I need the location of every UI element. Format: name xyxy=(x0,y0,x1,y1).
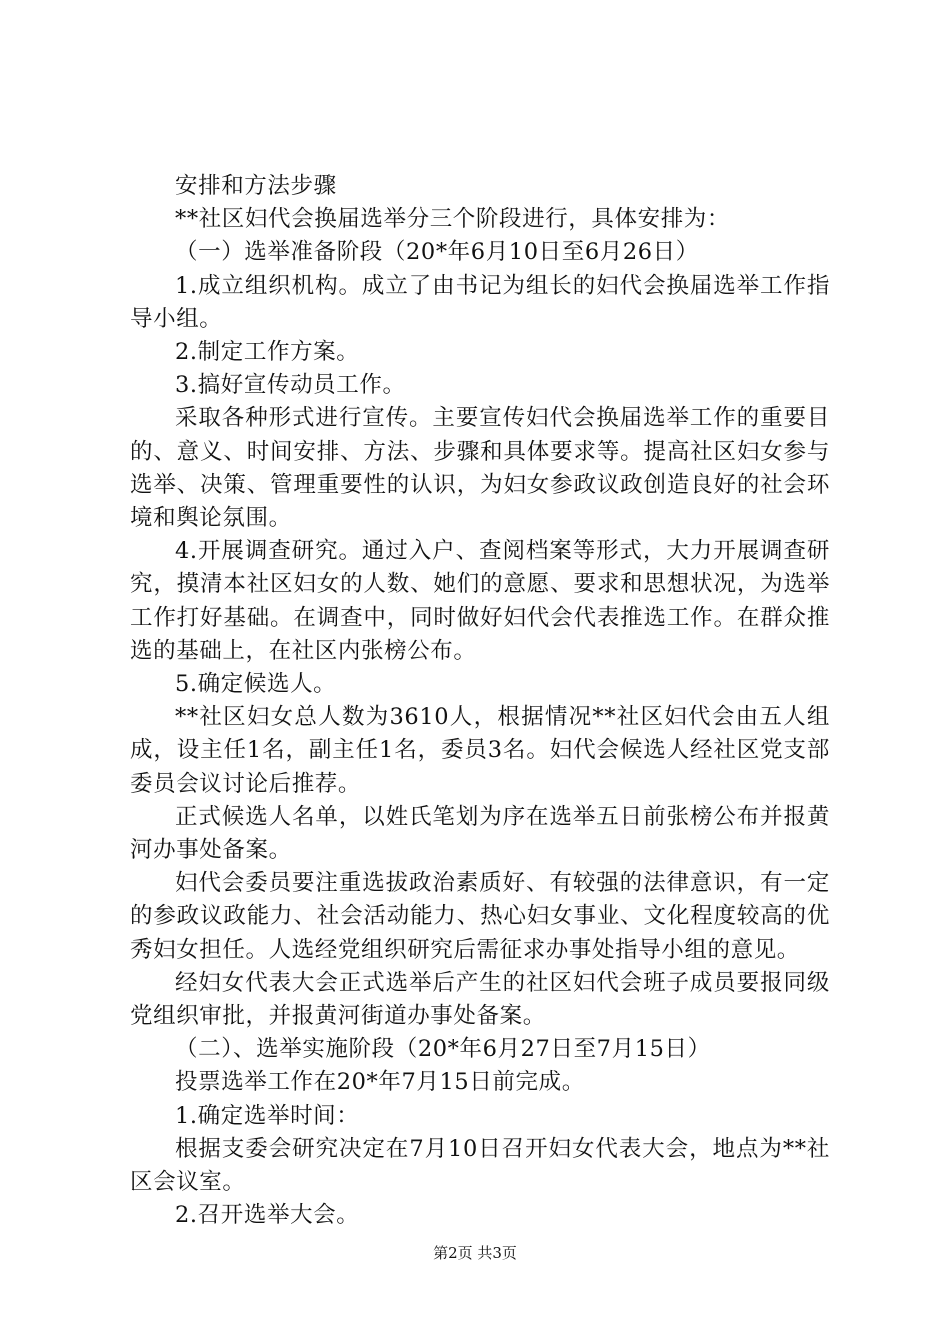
paragraph: 经妇女代表大会正式选举后产生的社区妇代会班子成员要报同级党组织审批，并报黄河街道办事处备案。 xyxy=(130,969,830,1030)
paragraph: **社区妇代会换届选举分三个阶段进行，具体安排为： xyxy=(175,206,731,233)
paragraph: 妇代会委员要注重选拔政治素质好、有较强的法律意识，有一定的参政议政能力、社会活动能力、热心妇女事业、文化程度较高的优秀妇女担任。人选经党组织研究后需征求办事处指导小组的意见。 xyxy=(130,870,830,963)
paragraph: 5.确定候选人。 xyxy=(175,671,337,698)
paragraph: 安排和方法步骤 xyxy=(175,173,337,199)
page-footer: 第2页 共3页 xyxy=(433,1244,517,1262)
paragraph: 采取各种形式进行宣传。主要宣传妇代会换届选举工作的重要目的、意义、时间安排、方法、步骤和具体要求等。提高社区妇女参与选举、决策、管理重要性的认识，为妇女参政议政创造良好的社会环境和舆论氛围。 xyxy=(130,405,830,532)
section-heading: （二）、选举实施阶段（20*年6月27日至7月15日） xyxy=(175,1036,711,1063)
document-body xyxy=(130,170,830,1233)
paragraph: 正式候选人名单，以姓氏笔划为序在选举五日前张榜公布并报黄河办事处备案。 xyxy=(130,803,830,864)
paragraph: 1.成立组织机构。成立了由书记为组长的妇代会换届选举工作指导小组。 xyxy=(130,272,830,332)
section-heading: （一）选举准备阶段（20*年6月10日至6月26日） xyxy=(175,239,699,266)
paragraph: 3.搞好宣传动员工作。 xyxy=(175,372,406,399)
paragraph: 2.制定工作方案。 xyxy=(175,339,360,366)
paragraph: 根据支委会研究决定在7月10日召开妇女代表大会，地点为**社区会议室。 xyxy=(130,1135,830,1196)
paragraph: 4.开展调查研究。通过入户、查阅档案等形式，大力开展调查研究，摸清本社区妇女的人数、她们的意愿、要求和思想状况，为选举工作打好基础。在调查中，同时做好妇代会代表推选工作。在群众推选的基础上，在社区内张榜公布。 xyxy=(130,538,830,664)
paragraph: 2.召开选举大会。 xyxy=(175,1202,360,1229)
paragraph: 1.确定选举时间： xyxy=(175,1102,360,1129)
paragraph: **社区妇女总人数为3610人，根据情况**社区妇代会由五人组成，设主任1名，副主任1名，委员3名。妇代会候选人经社区党支部委员会议讨论后推荐。 xyxy=(130,704,830,797)
paragraph: 投票选举工作在20*年7月15日前完成。 xyxy=(175,1069,585,1096)
